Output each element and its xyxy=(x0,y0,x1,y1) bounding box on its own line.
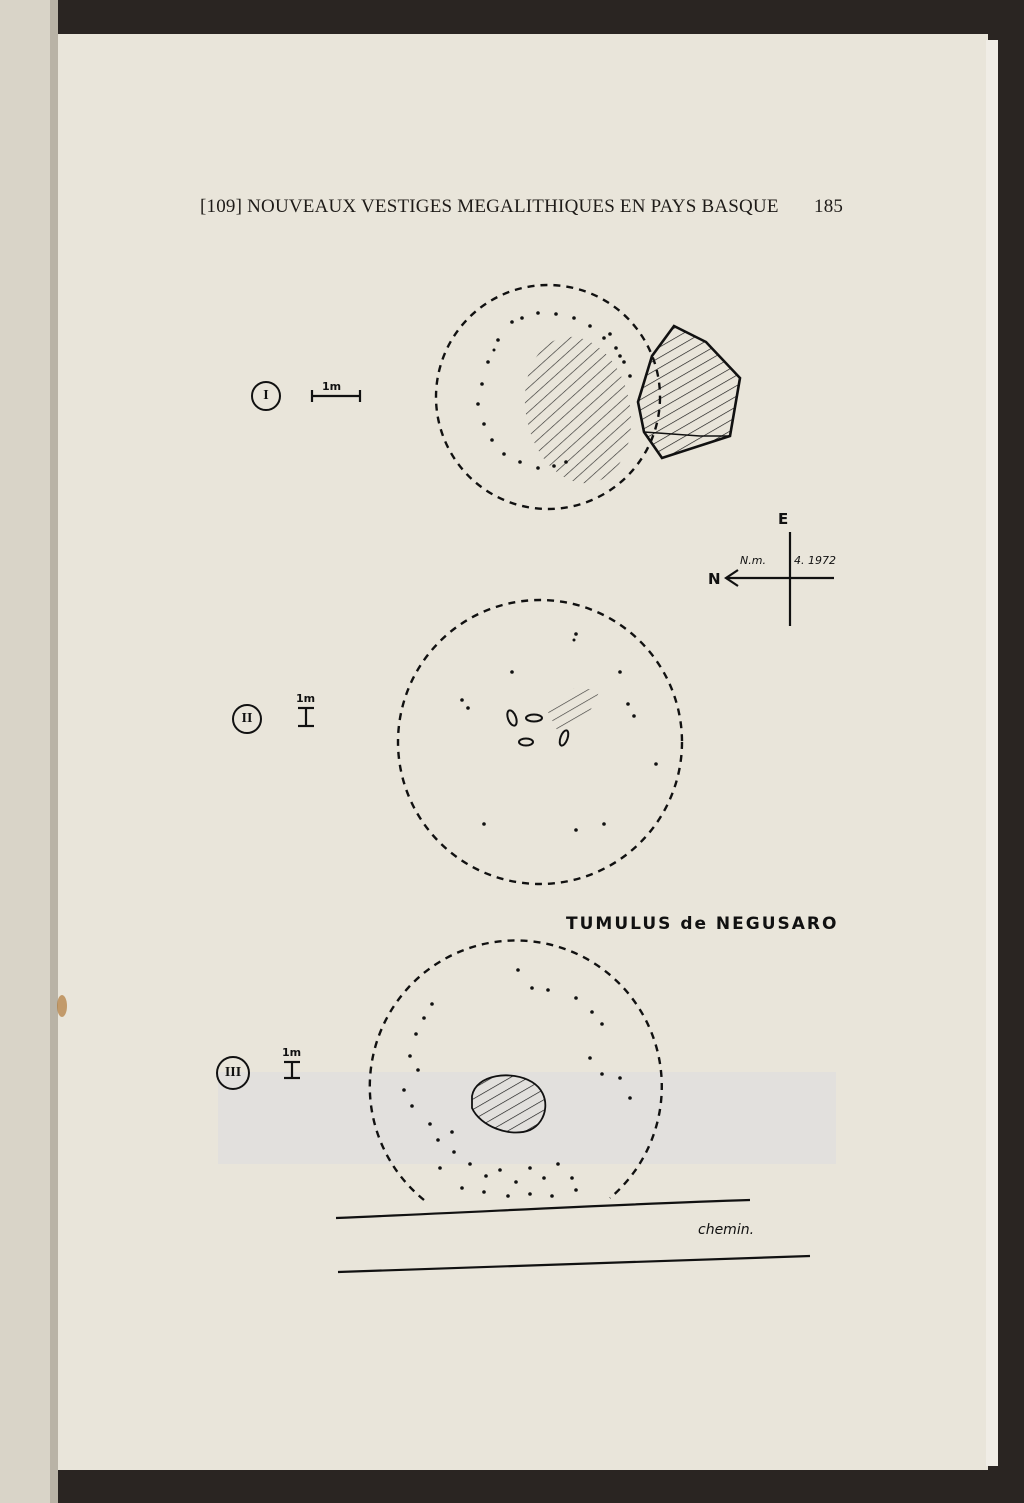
running-head xyxy=(200,196,850,218)
compass-east-label: E xyxy=(778,510,789,528)
figure-3-label: III xyxy=(216,1056,250,1090)
path-label: chemin. xyxy=(698,1222,755,1238)
page-sheet xyxy=(58,34,988,1470)
compass-north-label: N xyxy=(708,570,721,588)
compass-north-type: N.m. xyxy=(740,554,766,567)
figure-2-label: II xyxy=(232,704,262,734)
figure-caption: TUMULUS de NEGUSARO xyxy=(566,914,839,934)
paper-stain xyxy=(57,995,67,1017)
left-page-edge xyxy=(0,0,58,1503)
figure-2-scale-label: 1m xyxy=(296,692,316,705)
figure-3-scale-label: 1m xyxy=(282,1046,302,1059)
page-number: 185 xyxy=(814,196,844,217)
figure-1-label: I xyxy=(251,381,281,411)
running-head-title: [109] NOUVEAUX VESTIGES MEGALITHIQUES EN PAYS BASQUE xyxy=(200,196,779,217)
figure-1-scale-label: 1m xyxy=(322,380,342,393)
compass-date: 4. 1972 xyxy=(794,554,836,567)
